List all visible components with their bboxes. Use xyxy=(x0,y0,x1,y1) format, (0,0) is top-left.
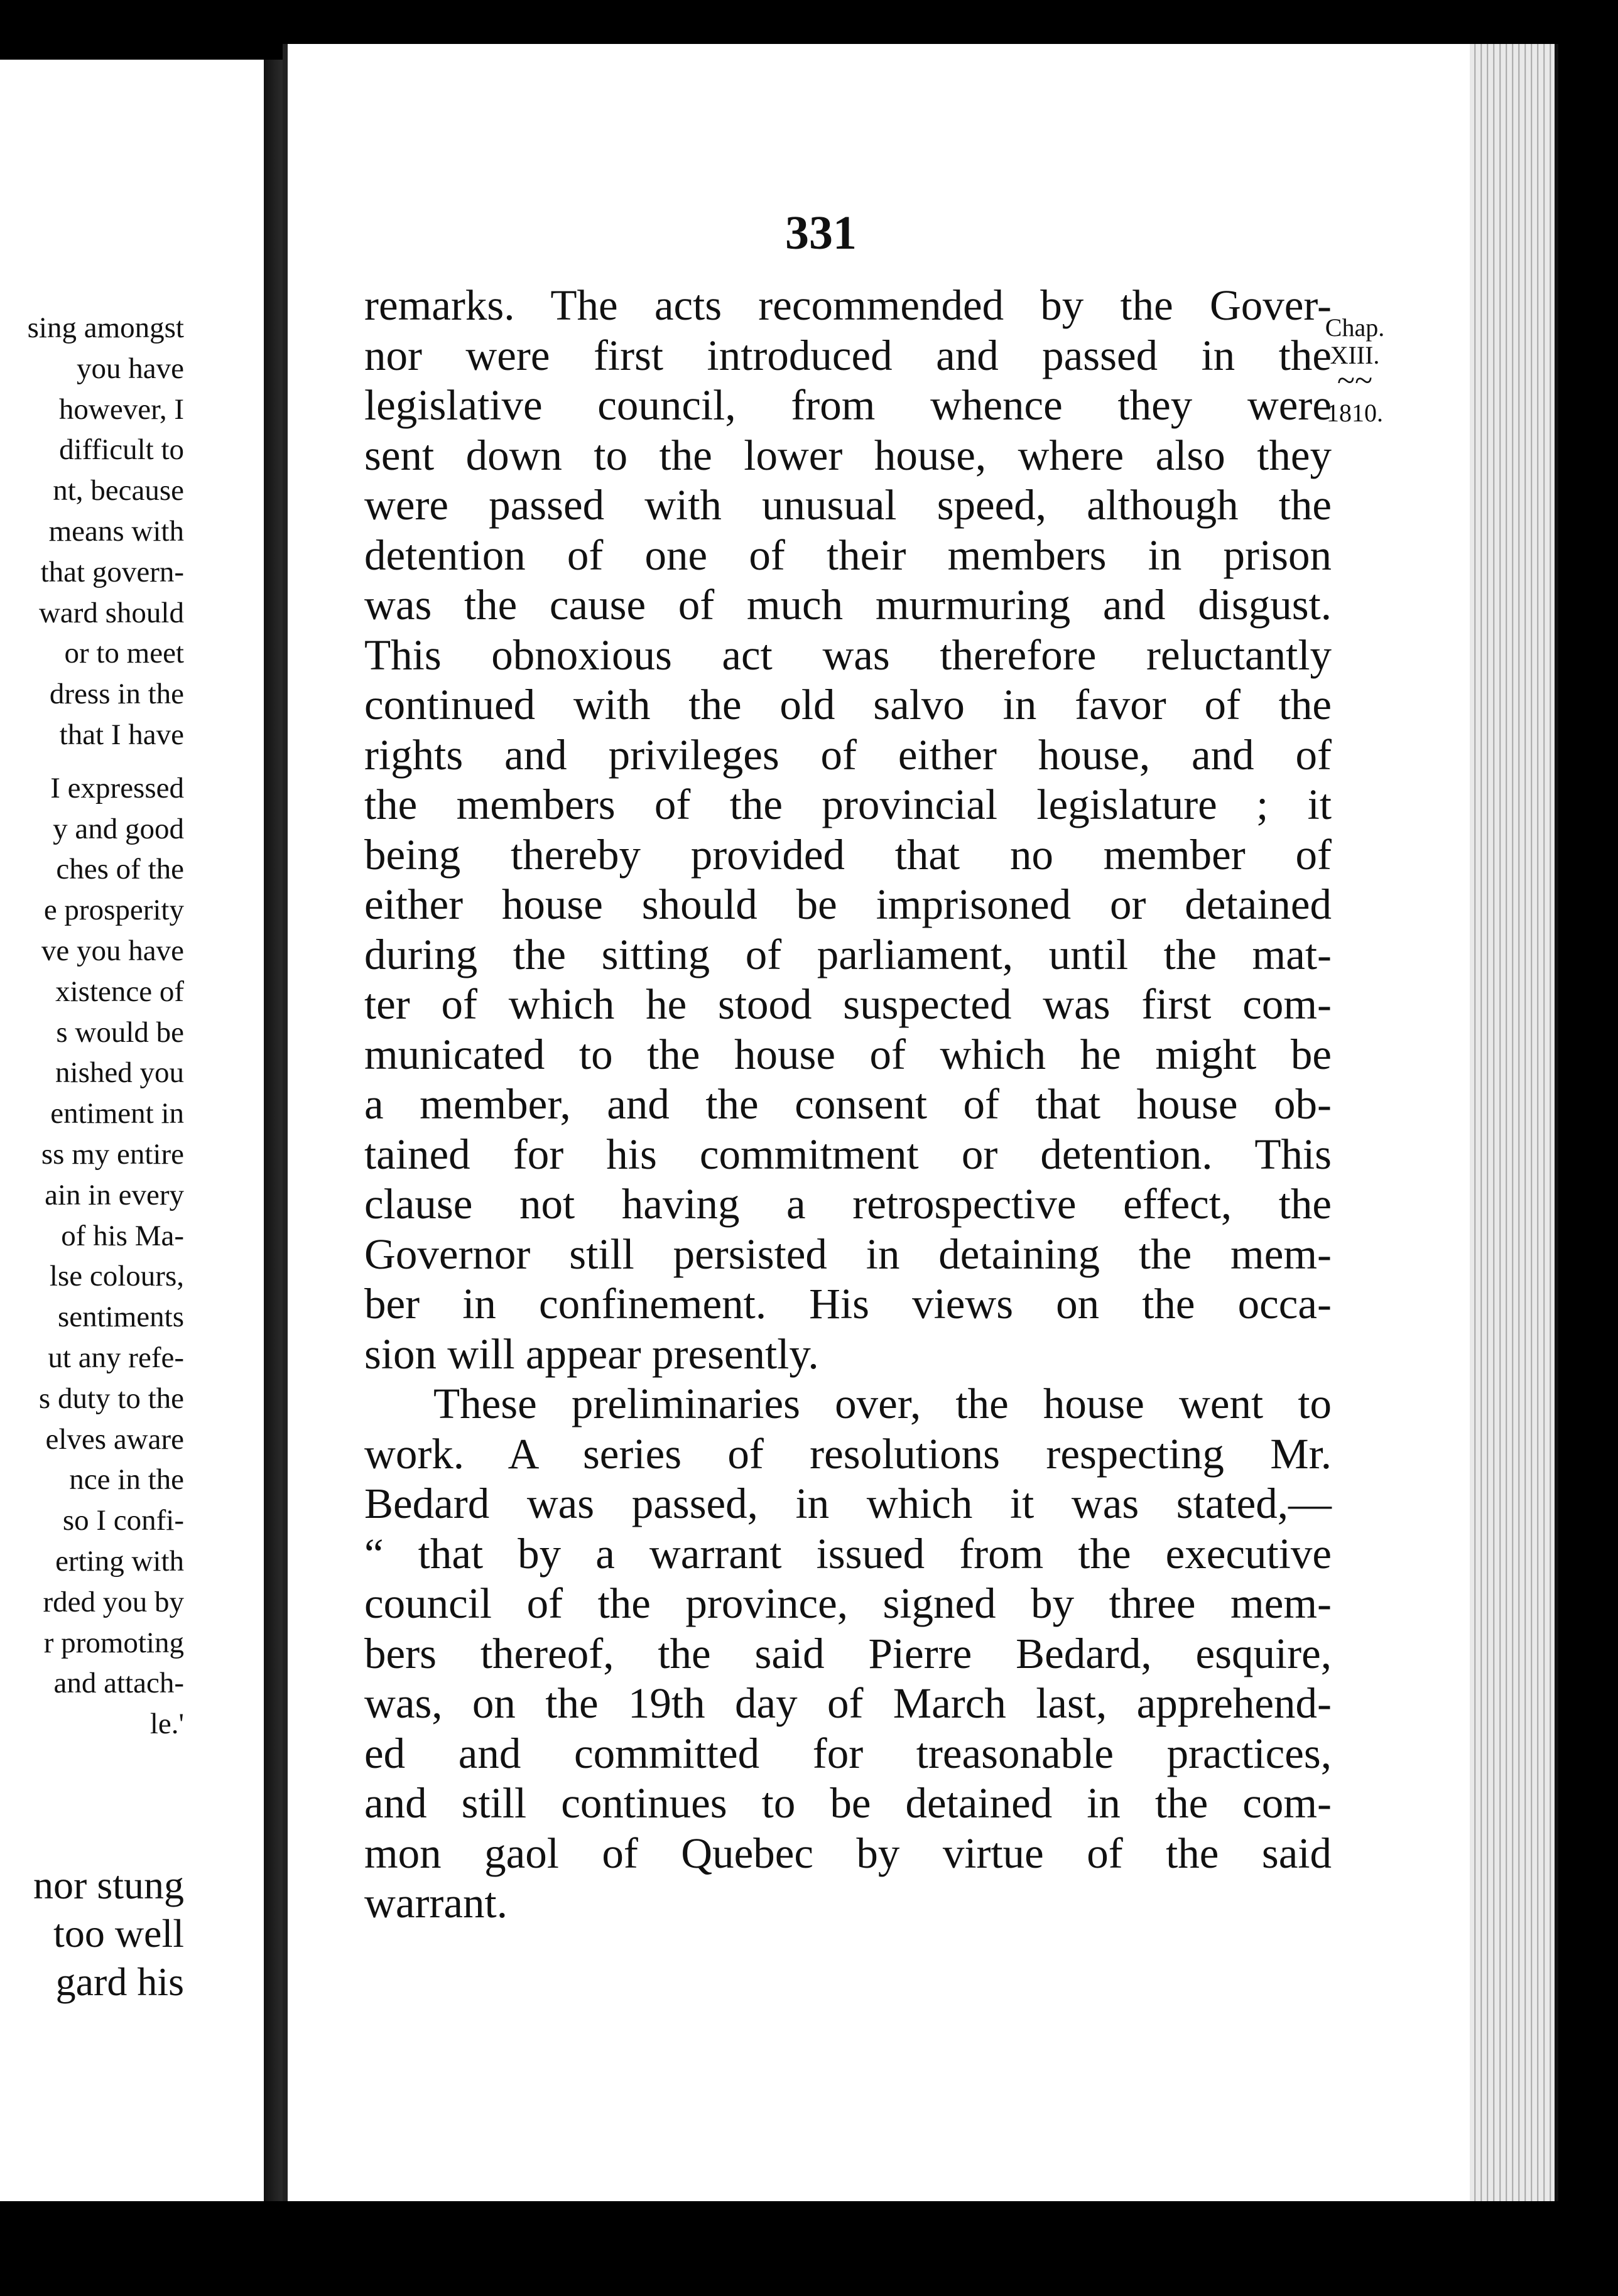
left-text-line: ain in every xyxy=(45,1178,184,1211)
text-line: detention of one of their members in prison xyxy=(364,531,1332,579)
left-page-text xyxy=(0,308,184,1745)
left-text-line: le.' xyxy=(149,1708,184,1741)
main-text-block xyxy=(364,281,1332,1929)
text-line: remarks. The acts recommended by the Gover- xyxy=(364,281,1332,329)
text-line: This obnoxious act was therefore reluctantly xyxy=(364,631,1332,679)
left-text-line: xistence of xyxy=(55,975,184,1008)
page-number: 331 xyxy=(785,207,857,259)
left-text-line: s would be xyxy=(56,1015,184,1049)
text-line: legislative council, from whence they were xyxy=(364,381,1332,429)
text-line: Governor still persisted in detaining the mem- xyxy=(364,1230,1332,1278)
left-text-line: or to meet xyxy=(64,637,184,670)
left-large-text-line: too well xyxy=(53,1911,184,1956)
text-line: nor were first introduced and passed in the xyxy=(364,331,1332,379)
left-text-line: ut any refe- xyxy=(48,1341,184,1374)
margin-year: 1810. xyxy=(1327,399,1383,427)
text-line: either house should be imprisoned or detained xyxy=(364,880,1332,928)
left-text-line: lse colours, xyxy=(49,1260,184,1293)
text-line: continued with the old salvo in favor of the xyxy=(364,681,1332,728)
left-text-line: nt, because xyxy=(53,474,184,507)
margin-ornament: ~~ xyxy=(1337,363,1373,399)
text-line: were passed with unusual speed, although the xyxy=(364,481,1332,529)
left-text-line: dress in the xyxy=(49,678,184,711)
text-line: These preliminaries over, the house went to xyxy=(433,1380,1332,1427)
left-text-line: r promoting xyxy=(43,1626,184,1659)
text-line: sion will appear presently. xyxy=(364,1329,819,1378)
text-line: a member, and the consent of that house ob- xyxy=(364,1080,1332,1128)
page-edges xyxy=(1470,44,1558,2204)
text-line: sent down to the lower house, where also they xyxy=(364,431,1332,479)
left-text-line: so I confi- xyxy=(62,1504,184,1537)
text-line: “ that by a warrant issued from the executive xyxy=(364,1529,1332,1578)
left-text-line: nished you xyxy=(55,1056,184,1090)
text-line: during the sitting of parliament, until the mat- xyxy=(364,930,1332,978)
left-text-line: rded you by xyxy=(43,1585,184,1618)
left-text-line: elves aware xyxy=(45,1422,184,1456)
left-text-line: I expressed xyxy=(50,771,184,804)
margin-chapter-number: XIII. xyxy=(1330,341,1380,369)
text-line: was the cause of much murmuring and disgust. xyxy=(364,581,1332,629)
left-text-line: ches of the xyxy=(56,853,184,886)
margin-chapter-label: Chap. xyxy=(1325,313,1385,342)
left-facing-page xyxy=(0,60,286,2201)
left-large-text-line: gard his xyxy=(55,1959,184,2004)
left-text-line: however, I xyxy=(58,393,184,426)
left-text-line: sentiments xyxy=(57,1301,184,1334)
left-text-line: means with xyxy=(48,514,184,548)
text-line: ed and committed for treasonable practices, xyxy=(364,1729,1332,1777)
left-text-line: sing amongst xyxy=(27,311,184,344)
left-text-line: and attach- xyxy=(53,1667,184,1700)
text-line: warrant. xyxy=(364,1879,508,1927)
left-text-line: s duty to the xyxy=(38,1382,184,1415)
left-text-line: nce in the xyxy=(69,1463,184,1497)
text-line: Bedard was passed, in which it was stated,— xyxy=(364,1480,1332,1527)
text-line: bers thereof, the said Pierre Bedard, esquire, xyxy=(364,1629,1332,1677)
text-line: ber in confinement. His views on the occa- xyxy=(364,1280,1332,1328)
left-text-line: ward should xyxy=(38,596,184,629)
left-text-line: difficult to xyxy=(59,433,184,467)
left-large-text-line: nor stung xyxy=(33,1863,184,1907)
left-page-large-text xyxy=(0,1861,184,2006)
text-line: clause not having a retrospective effect, the xyxy=(364,1180,1332,1228)
left-text-line: that I have xyxy=(59,718,184,751)
text-line: and still continues to be detained in the com- xyxy=(364,1779,1332,1827)
text-line: work. A series of resolutions respecting Mr. xyxy=(364,1429,1332,1478)
text-line: municated to the house of which he might be xyxy=(364,1030,1332,1078)
left-text-line: you have xyxy=(77,352,184,385)
text-line: ter of which he stood suspected was first com- xyxy=(364,980,1332,1028)
left-text-line: ss my entire xyxy=(41,1137,184,1171)
left-text-line: y and good xyxy=(53,812,184,845)
text-line: was, on the 19th day of March last, apprehend- xyxy=(364,1679,1332,1727)
text-line: the members of the provincial legislature ; it xyxy=(364,781,1332,828)
text-line: tained for his commitment or detention. This xyxy=(364,1130,1332,1178)
left-text-line: entiment in xyxy=(50,1097,184,1130)
text-line: mon gaol of Quebec by virtue of the said xyxy=(364,1829,1332,1877)
left-text-line: ve you have xyxy=(41,934,184,967)
left-text-line: erting with xyxy=(55,1544,184,1578)
text-line: rights and privileges of either house, and of xyxy=(364,730,1332,779)
left-text-line: e prosperity xyxy=(43,894,184,927)
text-line: being thereby provided that no member of xyxy=(364,830,1332,879)
left-text-line: that govern- xyxy=(40,555,184,588)
text-line: council of the province, signed by three mem- xyxy=(364,1579,1332,1627)
left-text-line: of his Ma- xyxy=(61,1219,184,1252)
scan-border xyxy=(0,2201,1618,2296)
